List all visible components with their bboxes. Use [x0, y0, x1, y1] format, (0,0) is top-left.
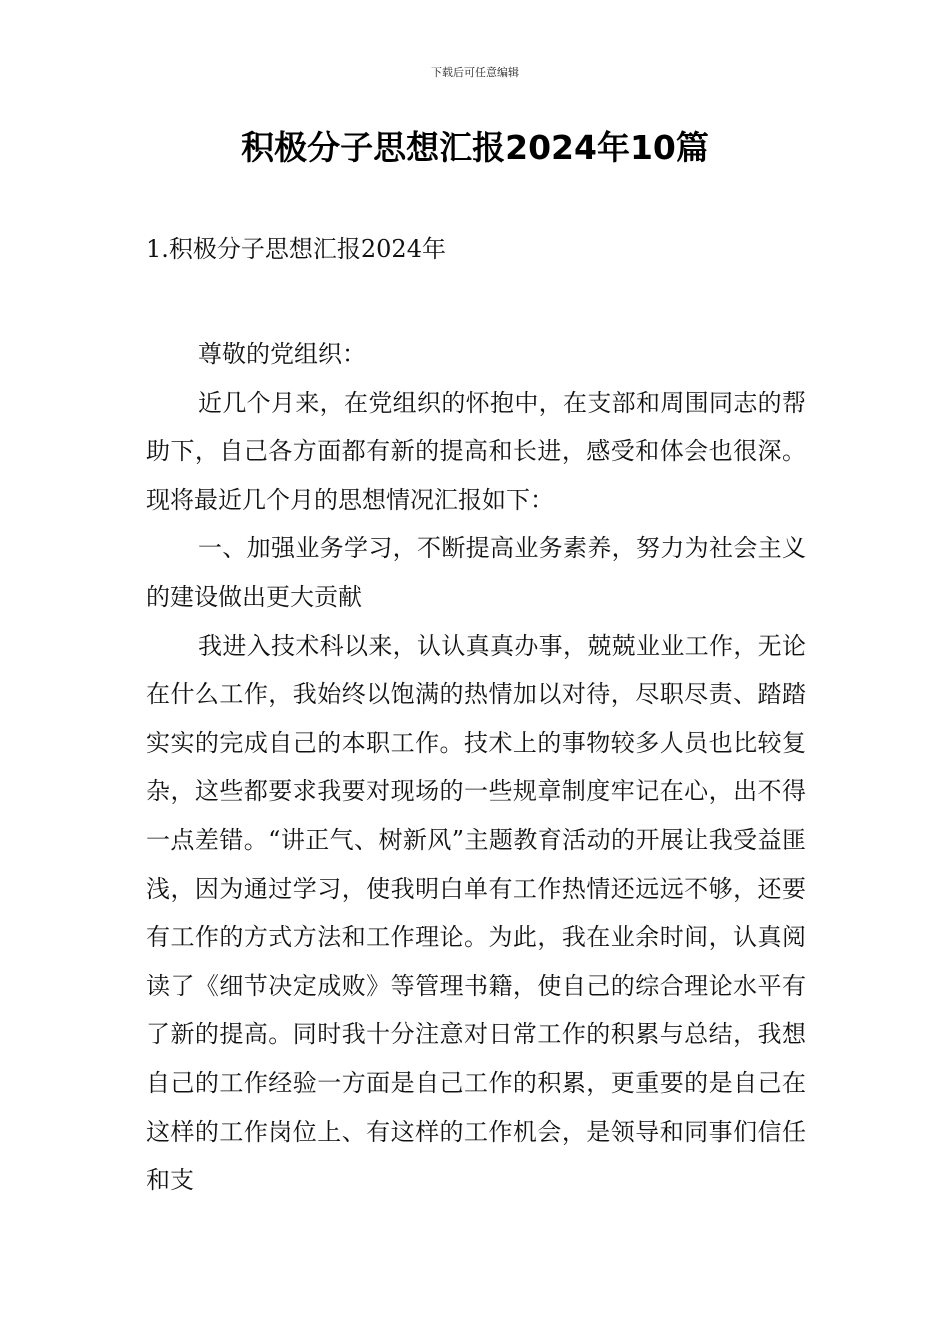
body-paragraph: 近几个月来，在党组织的怀抱中，在支部和周围同志的帮助下，自己各方面都有新的提高和长进，感受和体会也很深。现将最近几个月的思想情况汇报如下：: [146, 388, 806, 514]
salutation-paragraph: 尊敬的党组织：: [198, 340, 366, 368]
section-heading: 1.积极分子思想汇报2024年: [146, 235, 446, 263]
document-body: [146, 330, 806, 1205]
document-title: 积极分子思想汇报2024年10篇: [241, 128, 709, 167]
body-paragraph: 一、加强业务学习，不断提高业务素养，努力为社会主义的建设做出更大贡献: [146, 534, 806, 611]
header-note: 下载后可任意编辑: [431, 66, 519, 79]
body-paragraph: 我进入技术科以来，认认真真办事，兢兢业业工作，无论在什么工作，我始终以饱满的热情加以对待，尽职尽责、踏踏实实的完成自己的本职工作。技术上的事物较多人员也比较复杂，这些都要求我要对现场的一些规章制度牢记在心，出不得一点差错。“讲正气、树新风”主题教育活动的开展让我受益匪浅，因为通过学习，使我明白单有工作热情还远远不够，还要有工作的方式方法和工作理论。为此，我在业余时间，认真阅读了《细节决定成败》等管理书籍，使自己的综合理论水平有了新的提高。同时我十分注意对日常工作的积累与总结，我想自己的工作经验一方面是自己工作的积累，更重要的是自己在这样的工作岗位上、有这样的工作机会，是领导和同事们信任和支: [146, 631, 806, 1195]
